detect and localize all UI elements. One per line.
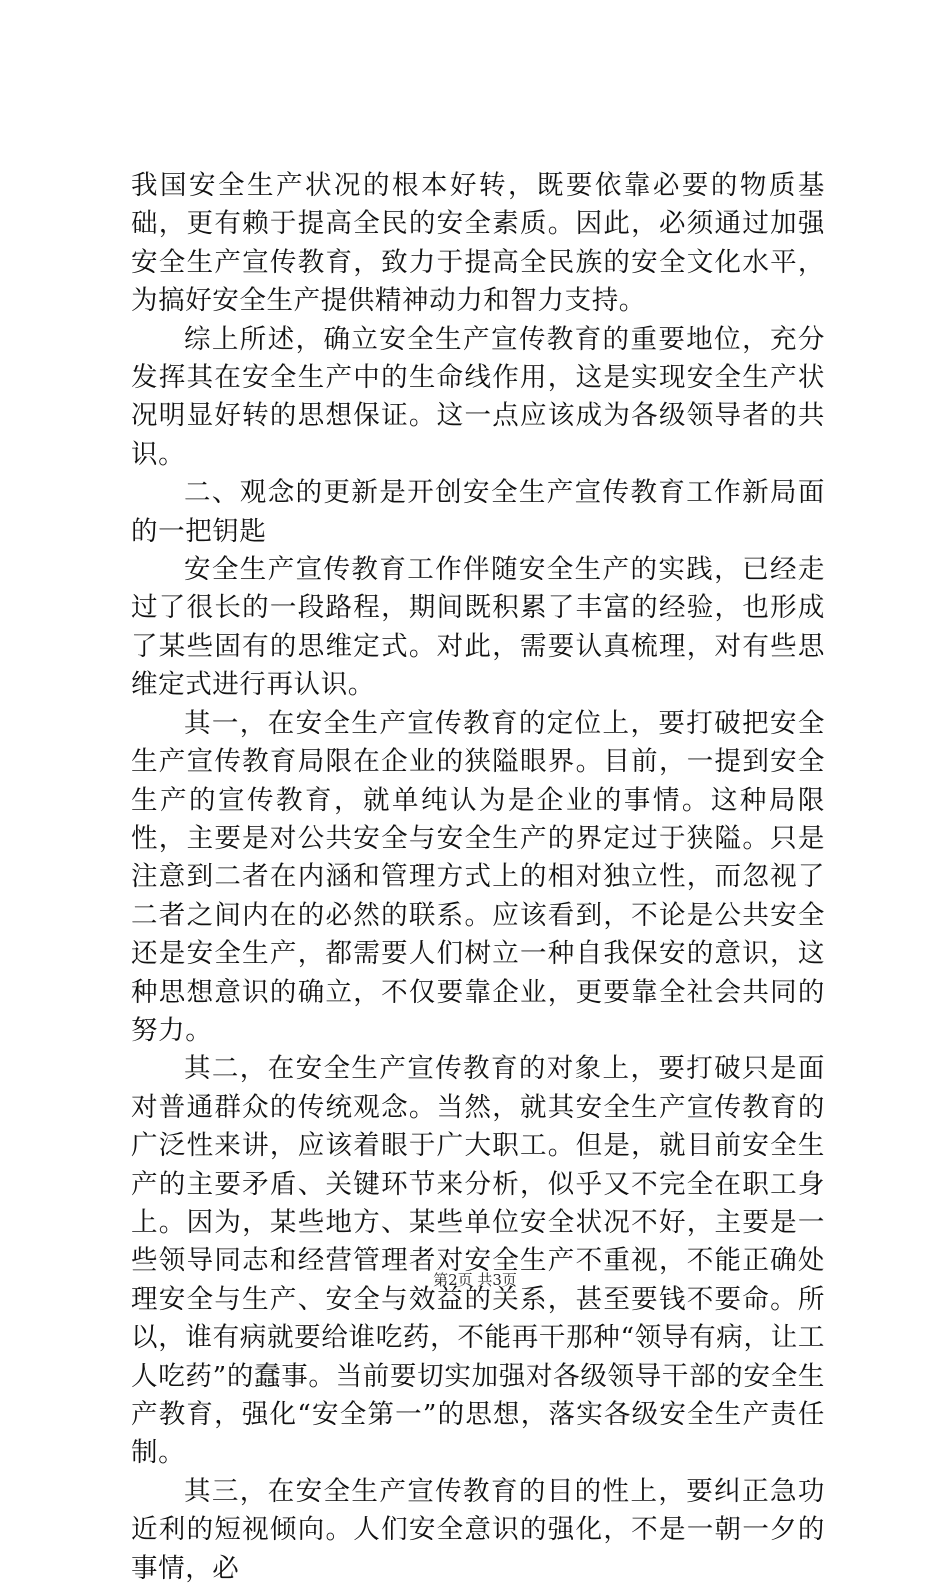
paragraph-point-one: 其一，在安全生产宣传教育的定位上，要打破把安全生产宣传教育局限在企业的狭隘眼界。目前，一提到安全生产的宣传教育，就单纯认为是企业的事情。这种局限性，主要是对公共安全与安全生产的界定过于狭隘。只是注意到二者在内涵和管理方式上的相对独立性，而忽视了二者之间内在的必然的联系。应该看到，不论是公共安全还是安全生产，都需要人们树立一种自我保安的意识，这种思想意识的确立，不仅要靠企业，更要靠全社会共同的努力。	[131, 707, 825, 1046]
paragraph-continuation: 我国安全生产状况的根本好转，既要依靠必要的物质基础，更有赖于提高全民的安全素质。因此，必须通过加强安全生产宣传教育，致力于提高全民族的安全文化水平，为搞好安全生产提供精神动力和智力支持。	[131, 170, 825, 317]
paragraph-intro: 安全生产宣传教育工作伴随安全生产的实践，已经走过了很长的一段路程，期间既积累了丰富的经验，也形成了某些固有的思维定式。对此，需要认真梳理，对有些思维定式进行再认识。	[131, 554, 825, 701]
paragraph-summary: 综上所述，确立安全生产宣传教育的重要地位，充分发挥其在安全生产中的生命线作用，这是实现安全生产状况明显好转的思想保证。这一点应该成为各级领导者的共识。	[131, 323, 825, 470]
paragraph-point-three: 其三，在安全生产宣传教育的目的性上，要纠正急功近利的短视倾向。人们安全意识的强化，不是一朝一夕的事情，必	[131, 1475, 825, 1584]
section-heading: 二、观念的更新是开创安全生产宣传教育工作新局面的一把钥匙	[131, 477, 825, 547]
document-body	[131, 167, 825, 1588]
page-number-footer: 第2页 共3页	[433, 1271, 517, 1289]
paragraph-point-two: 其二，在安全生产宣传教育的对象上，要打破只是面对普通群众的传统观念。当然，就其安全生产宣传教育的广泛性来讲，应该着眼于广大职工。但是，就目前安全生产的主要矛盾、关键环节来分析，似乎又不完全在职工身上。因为，某些地方、某些单位安全状况不好，主要是一些领导同志和经营管理者对安全生产不重视，不能正确处理安全与生产、安全与效益的关系，甚至要钱不要命。所以，谁有病就要给谁吃药，不能再干那种“领导有病，让工人吃药”的蠢事。当前要切实加强对各级领导干部的安全生产教育，强化“安全第一”的思想，落实各级安全生产责任制。	[131, 1053, 825, 1469]
